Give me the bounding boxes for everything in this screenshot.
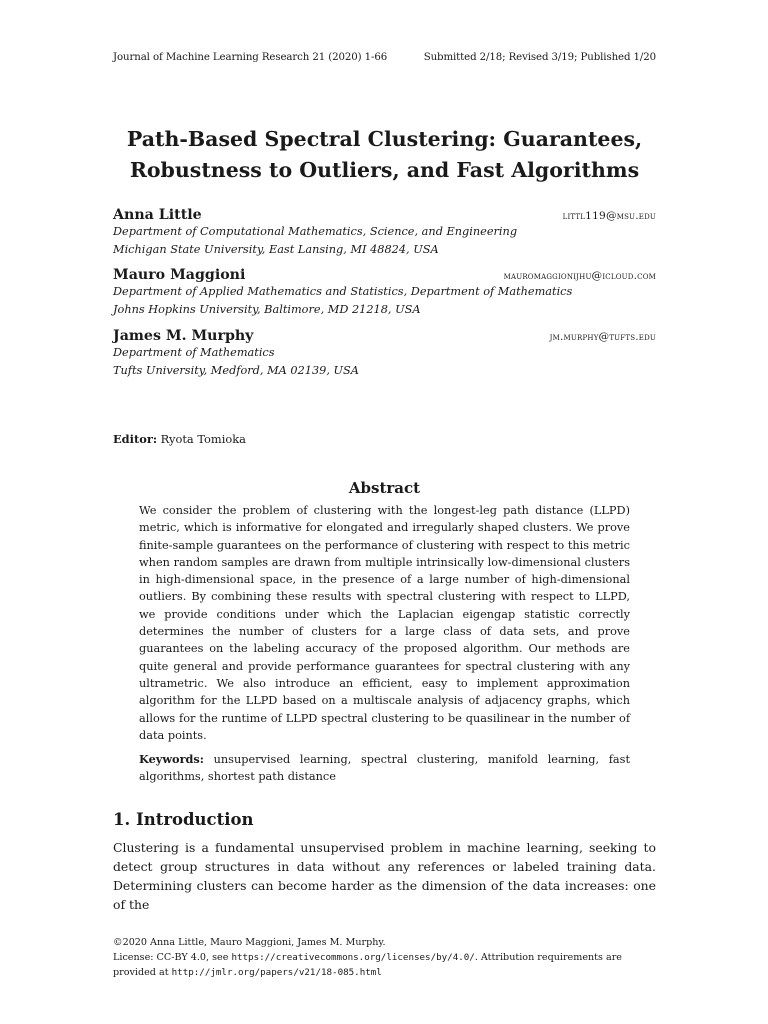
title-line-1: Path-Based Spectral Clustering: Guarantees, xyxy=(126,127,643,151)
keywords-label: Keywords: xyxy=(139,752,204,766)
section-heading xyxy=(113,810,254,829)
keywords-list: unsupervised learning, spectral clustering, manifold learning, fast algorithms, shortest path distance xyxy=(139,753,630,784)
paper-page xyxy=(113,0,656,1024)
paper-title xyxy=(113,124,656,186)
title-line-2: Robustness to Outliers, and Fast Algorithms xyxy=(129,158,640,182)
author-email[interactable]: jm.murphy@tufts.edu xyxy=(549,331,656,343)
author-name: Mauro Maggioni xyxy=(113,267,246,283)
author-affiliation: Department of Mathematics xyxy=(113,346,275,359)
editor-label: Editor: xyxy=(113,432,158,446)
running-header xyxy=(113,52,656,63)
author-email[interactable]: littl119@msu.edu xyxy=(562,210,656,222)
section-title: Introduction xyxy=(135,810,254,829)
author-affiliation: Michigan State University, East Lansing, MI 48824, USA xyxy=(113,243,439,256)
footnote xyxy=(113,935,656,980)
author-affiliation: Johns Hopkins University, Baltimore, MD 21218, USA xyxy=(113,303,421,316)
editor-name: Ryota Tomioka xyxy=(160,432,246,446)
introduction-text: Clustering is a fundamental unsupervised problem in machine learning, seeking to detect group structures in data without any references or labeled training data. Determining clusters can become harder as the dimension of the data increases: one of the xyxy=(113,840,656,912)
license-suffix: . Attribution requirements are provided at xyxy=(113,952,622,978)
editor-line xyxy=(113,432,246,446)
author-email[interactable]: mauromaggionijhu@icloud.com xyxy=(503,270,656,282)
submission-dates: Submitted 2/18; Revised 3/19; Published 1/20 xyxy=(423,52,656,63)
journal-info: Journal of Machine Learning Research 21 (2020) 1-66 xyxy=(113,52,388,63)
license-notice xyxy=(113,950,656,980)
license-link[interactable]: https://creativecommons.org/licenses/by/4.0/ xyxy=(231,952,475,963)
keywords xyxy=(139,751,630,786)
paper-link[interactable]: http://jmlr.org/papers/v21/18-085.html xyxy=(171,967,382,978)
abstract-heading: Abstract xyxy=(348,479,421,497)
abstract-text: We consider the problem of clustering with the longest-leg path distance (LLPD) metric, which is informative for elongated and irregularly shaped clusters. We prove finite-sample guarantees on the performance of clustering with respect to this metric when random samples are drawn from multiple intrinsically low-dimensional clusters in high-dimensional space, in the presence of a large number of high-dimensional outliers. By combining these results with spectral clustering with respect to LLPD, we provide conditions under which the Laplacian eigengap statistic correctly determines the number of clusters for a large class of data sets, and prove guarantees on the labeling accuracy of the proposed algorithm. Our methods are quite general and provide performance guarantees for spectral clustering with any ultrametric. We also introduce an efficient, easy to implement approximation algorithm for the LLPD based on a multiscale analysis of adjacency graphs, which allows for the runtime of LLPD spectral clustering to be quasilinear in the number of data points. xyxy=(139,504,630,742)
section-number: 1. xyxy=(113,810,131,829)
author-name: Anna Little xyxy=(113,207,202,223)
author-affiliation: Tufts University, Medford, MA 02139, USA xyxy=(113,364,359,377)
author-name: James M. Murphy xyxy=(113,328,254,344)
author-affiliation: Department of Computational Mathematics, Science, and Engineering xyxy=(113,225,518,238)
author-1 xyxy=(113,207,656,259)
author-affiliation: Department of Applied Mathematics and Statistics, Department of Mathematics xyxy=(113,285,573,298)
author-3 xyxy=(113,328,656,380)
copyright-notice: ©2020 Anna Little, Mauro Maggioni, James M. Murphy. xyxy=(113,937,386,948)
license-prefix: License: CC-BY 4.0, see xyxy=(113,952,229,963)
author-2 xyxy=(113,267,656,319)
